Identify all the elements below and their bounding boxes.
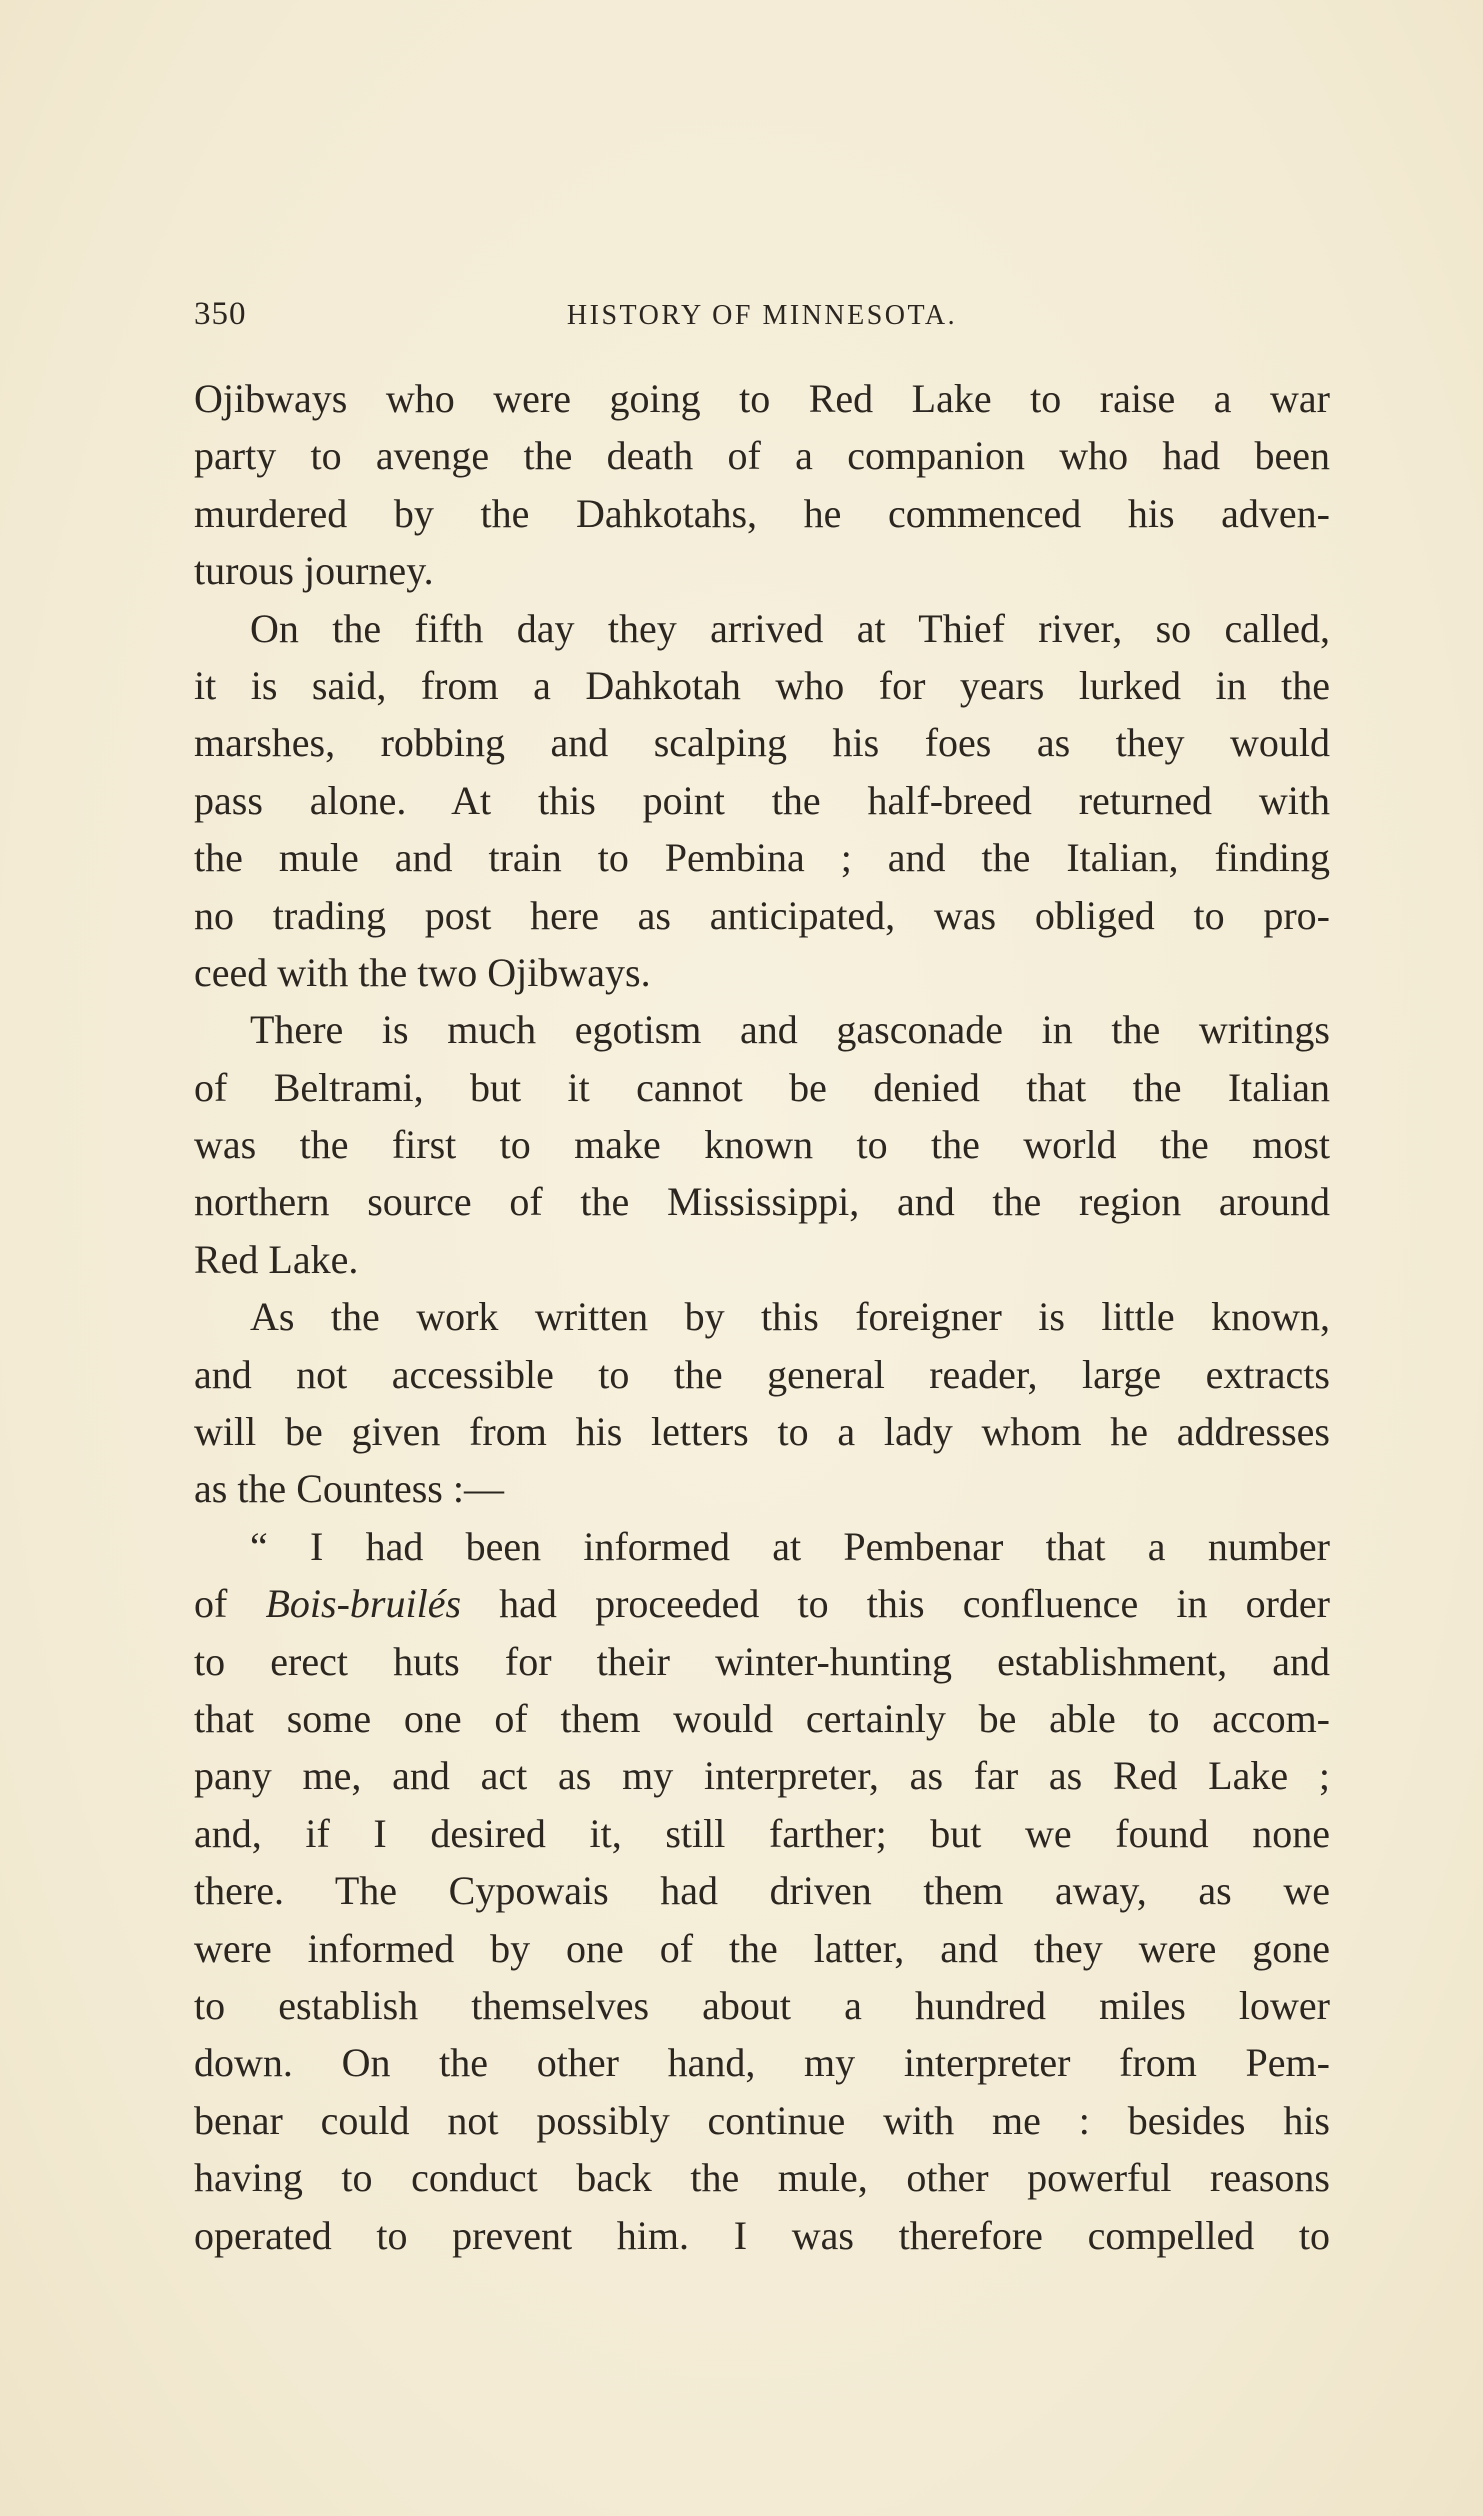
text-line: down. On the other hand, my interpreter from Pem- [194,2040,1330,2086]
text-line: of Beltrami, but it cannot be denied that the Italian [194,1064,1330,1110]
running-head: HISTORY OF MINNESOTA. [566,300,958,331]
text-line: to establish themselves about a hundred miles lower [194,1982,1330,2028]
text-line: On the fifth day they arrived at Thief river, so called, [250,605,1330,651]
text-line: Ojibways who were going to Red Lake to raise a war [194,376,1330,421]
text-line: the mule and train to Pembina ; and the Italian, finding [194,835,1330,881]
text-line: There is much egotism and gasconade in the writings [250,1007,1330,1053]
text-line: marshes, robbing and scalping his foes as they would [194,720,1330,766]
text-line: murdered by the Dahkotahs, he commenced his adven- [194,490,1330,536]
text-line: operated to prevent him. I was therefore compelled to [194,2212,1330,2258]
page-number: 350 [194,296,247,332]
text-line: Red Lake. [194,1236,359,1282]
text-fragment: of [194,1581,266,1627]
text-line: it is said, from a Dahkotah who for years lurked in the [194,662,1330,708]
text-line: that some one of them would certainly be able to accom- [194,1695,1330,1741]
text-line: benar could not possibly continue with me : besides his [194,2097,1330,2143]
text-line: no trading post here as anticipated, was obliged to pro- [194,892,1330,938]
text-line: As the work written by this foreigner is little known, [250,1294,1330,1340]
text-line: pass alone. At this point the half-breed returned with [194,777,1330,823]
text-line: and, if I desired it, still farther; but we found none [194,1810,1330,1856]
text-line: was the first to make known to the world the most [194,1122,1330,1168]
text-line: pany me, and act as my interpreter, as far as Red Lake ; [194,1753,1330,1799]
text-line: there. The Cypowais had driven them away, as we [194,1868,1330,1914]
text-line: having to conduct back the mule, other powerful reasons [194,2155,1330,2201]
text-line: “ I had been informed at Pembenar that a number [250,1523,1330,1569]
text-line: will be given from his letters to a lady whom he addresses [194,1409,1330,1455]
text-line: to erect huts for their winter-hunting establishment, and [194,1638,1330,1684]
text-line: turous journey. [194,548,434,594]
italic-term: Bois-bruilés [265,1581,462,1627]
text-line: were informed by one of the latter, and they were gone [194,1925,1330,1971]
text-line: and not accessible to the general reader, large extracts [194,1351,1330,1397]
text-line: as the Countess :— [194,1466,504,1512]
text-fragment: had proceeded to this confluence in order [461,1581,1330,1627]
text-line: northern source of the Mississippi, and the region around [194,1179,1330,1225]
text-line [194,1575,1330,1632]
text-line: ceed with the two Ojibways. [194,949,651,995]
page-header [194,296,1330,346]
body-text [194,370,1330,2264]
text-line: party to avenge the death of a companion who had been [194,433,1330,479]
